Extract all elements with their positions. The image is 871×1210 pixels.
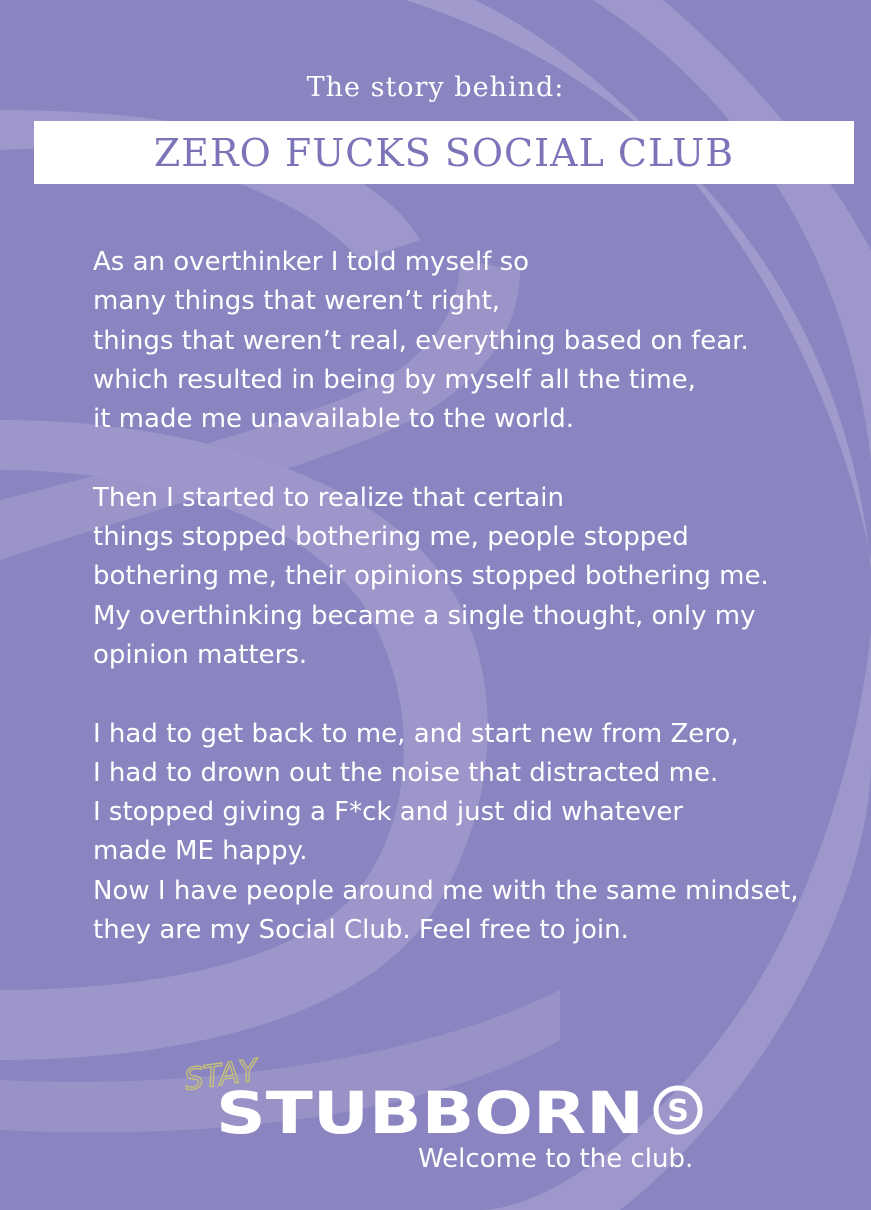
paragraph-gap — [93, 675, 853, 714]
story-line: things stopped bothering me, people stopped — [93, 522, 689, 553]
story-line: made ME happy. — [93, 836, 308, 867]
story-line: Now I have people around me with the same mindset, — [93, 875, 799, 906]
stay-stubborn-logo — [180, 1040, 720, 1150]
story-text — [93, 243, 853, 950]
story-line: I stopped giving a F*ck and just did whatever — [93, 797, 684, 828]
story-line: they are my Social Club. Feel free to join. — [93, 915, 629, 946]
page-title: ZERO FUCKS SOCIAL CLUB — [153, 130, 735, 175]
paragraph-gap — [93, 439, 853, 478]
logo-emblem-letter: S — [667, 1094, 689, 1129]
logo-emblem — [656, 1088, 700, 1132]
logo-stay-text: STAY — [182, 1053, 260, 1098]
story-line: things that weren’t real, everything based on fear. — [93, 325, 749, 356]
tagline: Welcome to the club. — [418, 1144, 694, 1174]
title-banner — [34, 121, 854, 184]
story-line: it made me unavailable to the world. — [93, 404, 575, 435]
story-line: As an overthinker I told myself so — [93, 247, 530, 277]
story-line: Then I started to realize that certain — [93, 482, 564, 513]
story-line: opinion matters. — [93, 639, 308, 670]
story-line: I had to drown out the noise that distracted me. — [93, 757, 719, 788]
logo-stubborn-text: STUBBORN — [216, 1079, 644, 1147]
story-line: which resulted in being by myself all the time, — [93, 364, 696, 395]
story-subtitle: The story behind: — [306, 72, 565, 103]
story-line: bothering me, their opinions stopped bothering me. — [93, 561, 769, 592]
story-line: many things that weren’t right, — [93, 286, 501, 317]
story-line: I had to get back to me, and start new from Zero, — [93, 718, 739, 749]
story-line: My overthinking became a single thought, only my — [93, 600, 756, 631]
